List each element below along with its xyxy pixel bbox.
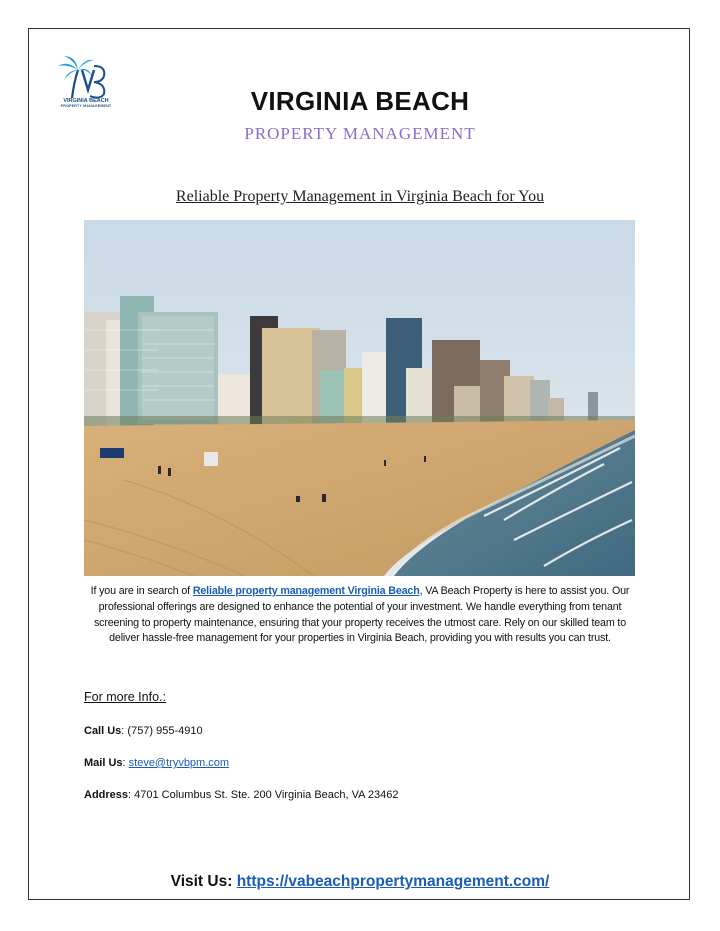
brand-subtitle: PROPERTY MANAGEMENT <box>244 124 476 143</box>
logo-line-2: PROPERTY MANAGEMENT <box>60 104 112 108</box>
call-value: : (757) 955-4910 <box>121 725 203 737</box>
property-management-link[interactable]: Reliable property management Virginia Beach <box>192 585 420 597</box>
call-label: Call Us <box>84 725 122 737</box>
logo-line-1: VIRGINIA BEACH <box>63 98 109 104</box>
intro-text-end: , VA Beach Property is here to assist you. Our professional offerings are designed to enhance the potential of your investment. We handle everything from tenant screening to property maintenance, ensuring that your property receives the utmost care. Rely on our skilled team to deliver hassle-free management for your properties in Virginia Beach, providing you with results you can trust. <box>93 585 630 645</box>
intro-paragraph <box>84 584 636 647</box>
more-info-heading: For more Info.: <box>84 690 166 704</box>
mail-line <box>84 757 229 769</box>
address-value: : 4701 Columbus St. Ste. 200 Virginia Beach, VA 23462 <box>128 789 399 801</box>
page-headline: Reliable Property Management in Virginia Beach for You <box>175 188 545 205</box>
address-line <box>84 789 399 801</box>
mail-separator: : <box>122 757 129 769</box>
beach-photo-illustration <box>84 220 635 576</box>
intro-text-start: If you are in search of <box>90 585 193 597</box>
email-link[interactable]: steve@tryvbpm.com <box>128 757 230 769</box>
address-label: Address <box>84 789 129 801</box>
visit-line <box>0 873 720 891</box>
brand-title: VIRGINIA BEACH <box>250 86 470 116</box>
mail-label: Mail Us <box>84 757 123 769</box>
visit-label: Visit Us: <box>170 873 237 890</box>
beach-skyline-photo <box>84 220 635 576</box>
website-link[interactable]: https://vabeachpropertymanagement.com/ <box>236 873 550 890</box>
call-line <box>84 725 203 737</box>
